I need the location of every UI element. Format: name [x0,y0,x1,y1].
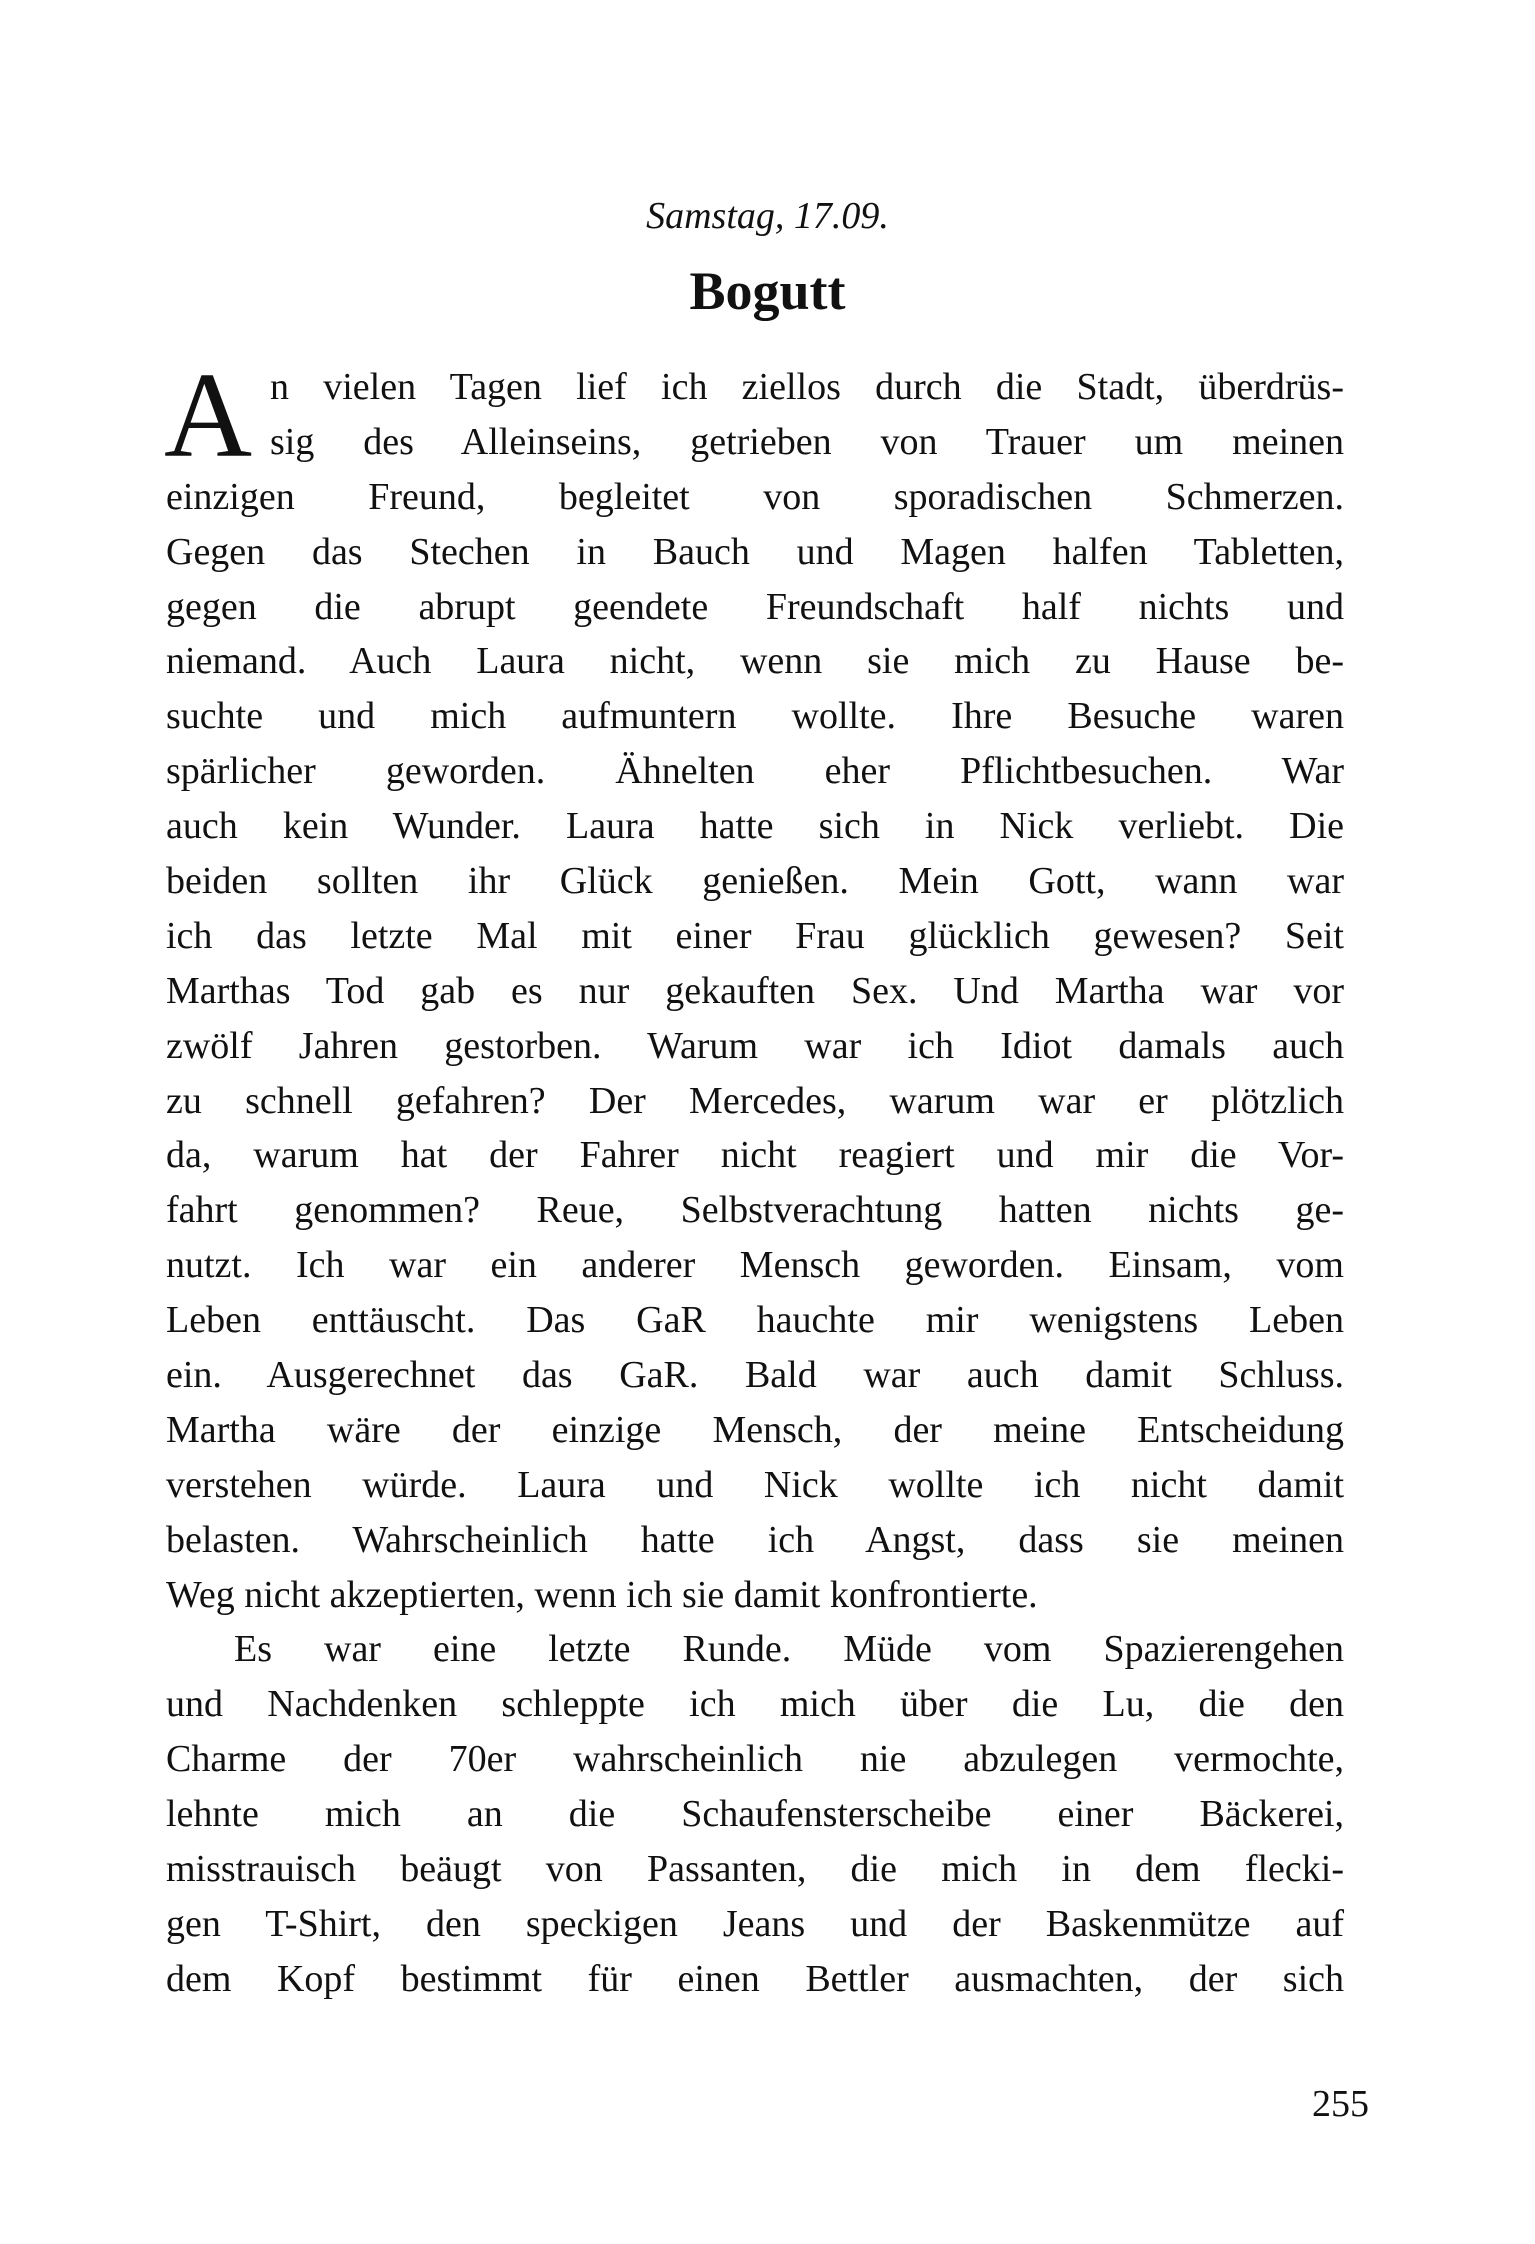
text-line: sig des Alleinseins, getrieben von Trauer um meinen [270,420,1344,463]
text-line: ich das letzte Mal mit einer Frau glücklich gewesen? Seit [166,914,1344,957]
text-line: lehnte mich an die Schaufensterscheibe einer Bäckerei, [166,1793,1344,1836]
text-line: nutzt. Ich war ein anderer Mensch geworden. Einsam, vom [166,1244,1344,1287]
text-line: Gegen das Stechen in Bauch und Magen halfen Tabletten, [166,530,1344,573]
text-line: fahrt genommen? Reue, Selbstverachtung hatten nichts ge- [166,1189,1344,1232]
text-line: Charme der 70er wahrscheinlich nie abzulegen vermochte, [166,1738,1344,1781]
text-line: zwölf Jahren gestorben. Warum war ich Idiot damals auch [166,1024,1344,1067]
text-line: belasten. Wahrscheinlich hatte ich Angst, dass sie meinen [166,1518,1344,1561]
chapter-date: Samstag, 17.09. [646,195,889,237]
text-line: auch kein Wunder. Laura hatte sich in Nick verliebt. Die [166,805,1344,848]
drop-cap: A [164,348,253,483]
text-line: Leben enttäuscht. Das GaR hauchte mir wenigstens Leben [166,1299,1344,1342]
text-line: zu schnell gefahren? Der Mercedes, warum war er plötzlich [166,1079,1344,1122]
text-line: spärlicher geworden. Ähnelten eher Pflichtbesuchen. War [166,750,1344,793]
chapter-title: Bogutt [689,261,846,321]
text-line: einzigen Freund, begleitet von sporadischen Schmerzen. [166,475,1344,518]
text-line: und Nachdenken schleppte ich mich über die Lu, die den [166,1683,1344,1726]
text-line: gen T-Shirt, den speckigen Jeans und der Baskenmütze auf [166,1902,1344,1945]
text-line: misstrauisch beäugt von Passanten, die mich in dem flecki- [166,1848,1344,1891]
text-line: beiden sollten ihr Glück genießen. Mein Gott, wann war [166,860,1344,903]
text-line: dem Kopf bestimmt für einen Bettler ausmachten, der sich [166,1957,1344,2000]
text-line: niemand. Auch Laura nicht, wenn sie mich zu Hause be- [166,640,1344,683]
text-line: verstehen würde. Laura und Nick wollte ich nicht damit [166,1463,1344,1506]
text-line: Es war eine letzte Runde. Müde vom Spazierengehen [234,1628,1344,1671]
text-line: Weg nicht akzeptierten, wenn ich sie damit konfrontierte. [166,1573,1038,1616]
text-line: suchte und mich aufmuntern wollte. Ihre Besuche waren [166,695,1344,738]
text-line: Marthas Tod gab es nur gekauften Sex. Und Martha war vor [166,969,1344,1012]
body-text [164,348,1344,2007]
page-number: 255 [1312,2083,1369,2125]
text-line: gegen die abrupt geendete Freundschaft half nichts und [166,585,1344,628]
text-line: ein. Ausgerechnet das GaR. Bald war auch damit Schluss. [166,1354,1344,1397]
text-line: Martha wäre der einzige Mensch, der meine Entscheidung [166,1408,1344,1451]
text-line: da, warum hat der Fahrer nicht reagiert und mir die Vor- [166,1134,1344,1177]
text-line: n vielen Tagen lief ich ziellos durch die Stadt, überdrüs- [270,366,1344,408]
